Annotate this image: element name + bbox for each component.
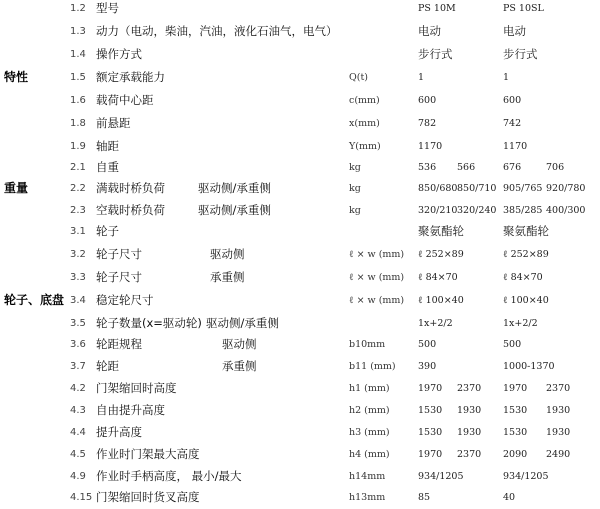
value-col-2: 566 bbox=[457, 162, 476, 173]
row-number: 1.9 bbox=[70, 141, 86, 152]
value-col-2: 1930 bbox=[457, 427, 482, 438]
spec-row bbox=[0, 421, 600, 444]
row-unit: h4 (mm) bbox=[349, 449, 390, 460]
value-col-3: 934/1205 bbox=[503, 471, 549, 482]
spec-row bbox=[0, 135, 600, 158]
row-number: 3.2 bbox=[70, 249, 86, 260]
value-col-1: ℓ 84×70 bbox=[418, 272, 458, 283]
value-col-3: 40 bbox=[503, 492, 516, 503]
value-col-3: 电动 bbox=[503, 24, 526, 38]
value-col-1: 1530 bbox=[418, 427, 443, 438]
row-name: 门架缩回时货叉高度 bbox=[96, 490, 200, 504]
row-name: 满载时桥负荷 bbox=[96, 181, 165, 195]
row-name: 提升高度 bbox=[96, 425, 142, 439]
row-unit: h1 (mm) bbox=[349, 383, 390, 394]
row-unit: kg bbox=[349, 205, 361, 216]
spec-row bbox=[0, 312, 600, 335]
row-side-label: 驱动侧 bbox=[210, 247, 245, 261]
spec-row bbox=[0, 377, 600, 400]
value-col-3: 步行式 bbox=[503, 47, 538, 61]
value-col-3: 600 bbox=[503, 95, 522, 106]
row-name: 空载时桥负荷 bbox=[96, 203, 165, 217]
value-col-1: 850/680 bbox=[418, 183, 458, 194]
row-number: 1.8 bbox=[70, 118, 86, 129]
row-unit: x(mm) bbox=[349, 118, 380, 129]
row-side-label: 承重侧 bbox=[210, 270, 245, 284]
spec-row bbox=[0, 43, 600, 66]
spec-row bbox=[0, 289, 600, 312]
row-number: 3.6 bbox=[70, 339, 86, 350]
spec-row bbox=[0, 0, 600, 20]
spec-row bbox=[0, 399, 600, 422]
value-col-3: 1x+2/2 bbox=[503, 318, 538, 329]
row-name: 稳定轮尺寸 bbox=[96, 293, 154, 307]
spec-row bbox=[0, 89, 600, 112]
value-col-1: ℓ 100×40 bbox=[418, 295, 464, 306]
row-unit: kg bbox=[349, 183, 361, 194]
value-col-1: 步行式 bbox=[418, 47, 453, 61]
value-col-1: 600 bbox=[418, 95, 437, 106]
value-col-1: 536 bbox=[418, 162, 437, 173]
row-number: 3.4 bbox=[70, 295, 86, 306]
row-number: 3.5 bbox=[70, 318, 86, 329]
row-number: 1.2 bbox=[70, 3, 86, 14]
row-number: 2.1 bbox=[70, 162, 86, 173]
value-col-4: 706 bbox=[546, 162, 565, 173]
value-col-3: 1530 bbox=[503, 405, 528, 416]
row-name: 前悬距 bbox=[96, 116, 131, 130]
value-col-3: ℓ 100×40 bbox=[503, 295, 549, 306]
row-number: 4.4 bbox=[70, 427, 86, 438]
value-col-3: 1170 bbox=[503, 141, 528, 152]
value-col-1: 1530 bbox=[418, 405, 443, 416]
value-col-4: 400/300 bbox=[546, 205, 586, 216]
row-unit: h3 (mm) bbox=[349, 427, 390, 438]
row-name: 动力（电动，柴油，汽油，液化石油气，电气） bbox=[96, 24, 338, 38]
spec-row bbox=[0, 266, 600, 289]
row-side-label: 承重侧 bbox=[222, 359, 257, 373]
value-col-4: 920/780 bbox=[546, 183, 586, 194]
row-side-label: 驱动侧/承重侧 bbox=[198, 203, 271, 217]
value-col-3: 1000-1370 bbox=[503, 361, 555, 372]
spec-row bbox=[0, 20, 600, 43]
row-number: 3.1 bbox=[70, 226, 86, 237]
row-number: 1.5 bbox=[70, 72, 86, 83]
value-col-1: 1x+2/2 bbox=[418, 318, 453, 329]
spec-row bbox=[0, 199, 600, 222]
row-name: 作业时门架最大高度 bbox=[96, 447, 200, 461]
spec-row bbox=[0, 66, 600, 89]
spec-row bbox=[0, 443, 600, 466]
row-name: 自重 bbox=[96, 160, 119, 174]
row-number: 2.3 bbox=[70, 205, 86, 216]
row-name: 轴距 bbox=[96, 139, 119, 153]
spec-row bbox=[0, 486, 600, 509]
row-name: 轮距规程 bbox=[96, 337, 142, 351]
value-col-3: 905/765 bbox=[503, 183, 543, 194]
row-name: 轮距 bbox=[96, 359, 119, 373]
value-col-3: 1 bbox=[503, 72, 510, 83]
value-col-3: ℓ 252×89 bbox=[503, 249, 549, 260]
row-name: 轮子 bbox=[96, 224, 119, 238]
category-label-wheels: 轮子、底盘 bbox=[4, 293, 65, 307]
row-side-label: 驱动侧/承重侧 bbox=[206, 316, 279, 330]
row-unit: h2 (mm) bbox=[349, 405, 390, 416]
row-unit: ℓ × w (mm) bbox=[349, 295, 405, 306]
value-col-1: 1 bbox=[418, 72, 425, 83]
value-col-1: 1970 bbox=[418, 449, 443, 460]
spec-row bbox=[0, 156, 600, 179]
spec-row bbox=[0, 177, 600, 200]
spec-row bbox=[0, 243, 600, 266]
row-number: 2.2 bbox=[70, 183, 86, 194]
value-col-3: PS 10SL bbox=[503, 3, 544, 14]
row-number: 4.2 bbox=[70, 383, 86, 394]
row-number: 4.3 bbox=[70, 405, 86, 416]
value-col-1: 1970 bbox=[418, 383, 443, 394]
value-col-3: 676 bbox=[503, 162, 522, 173]
spec-row bbox=[0, 465, 600, 488]
value-col-1: 782 bbox=[418, 118, 437, 129]
value-col-3: 聚氨酯轮 bbox=[503, 224, 549, 238]
row-number: 3.7 bbox=[70, 361, 86, 372]
value-col-2: 2370 bbox=[457, 383, 482, 394]
value-col-1: 电动 bbox=[418, 24, 441, 38]
spec-row bbox=[0, 220, 600, 243]
value-col-1: 320/210 bbox=[418, 205, 458, 216]
value-col-2: 1930 bbox=[457, 405, 482, 416]
value-col-3: 500 bbox=[503, 339, 522, 350]
value-col-1: 聚氨酯轮 bbox=[418, 224, 464, 238]
row-unit: c(mm) bbox=[349, 95, 380, 106]
row-unit: h13mm bbox=[349, 492, 386, 503]
row-number: 1.3 bbox=[70, 26, 86, 37]
value-col-1: 934/1205 bbox=[418, 471, 464, 482]
value-col-3: ℓ 84×70 bbox=[503, 272, 543, 283]
row-unit: ℓ × w (mm) bbox=[349, 249, 405, 260]
value-col-3: 385/285 bbox=[503, 205, 543, 216]
row-number: 1.6 bbox=[70, 95, 86, 106]
row-name: 型号 bbox=[96, 1, 119, 15]
row-unit: kg bbox=[349, 162, 361, 173]
row-side-label: 驱动侧 bbox=[222, 337, 257, 351]
value-col-1: 390 bbox=[418, 361, 437, 372]
row-name: 轮子数量(x=驱动轮) bbox=[96, 316, 202, 330]
row-name: 额定承载能力 bbox=[96, 70, 165, 84]
value-col-1: 1170 bbox=[418, 141, 443, 152]
value-col-1: ℓ 252×89 bbox=[418, 249, 464, 260]
row-number: 3.3 bbox=[70, 272, 86, 283]
row-name: 轮子尺寸 bbox=[96, 247, 142, 261]
spec-row bbox=[0, 333, 600, 356]
value-col-4: 1930 bbox=[546, 405, 571, 416]
row-unit: b10mm bbox=[349, 339, 386, 350]
value-col-2: 850/710 bbox=[457, 183, 497, 194]
row-number: 1.4 bbox=[70, 49, 86, 60]
row-name: 载荷中心距 bbox=[96, 93, 154, 107]
row-name: 轮子尺寸 bbox=[96, 270, 142, 284]
category-label-characteristics: 特性 bbox=[4, 70, 29, 84]
row-name: 作业时手柄高度， 最小/最大 bbox=[96, 469, 242, 483]
value-col-1: 500 bbox=[418, 339, 437, 350]
value-col-4: 2370 bbox=[546, 383, 571, 394]
value-col-3: 1530 bbox=[503, 427, 528, 438]
row-name: 门架缩回时高度 bbox=[96, 381, 177, 395]
row-unit: h14mm bbox=[349, 471, 386, 482]
value-col-2: 2370 bbox=[457, 449, 482, 460]
value-col-3: 2090 bbox=[503, 449, 528, 460]
row-unit: Q(t) bbox=[349, 72, 369, 83]
value-col-1: PS 10M bbox=[418, 3, 456, 14]
value-col-4: 1930 bbox=[546, 427, 571, 438]
row-unit: b11 (mm) bbox=[349, 361, 396, 372]
value-col-4: 2490 bbox=[546, 449, 571, 460]
spec-row bbox=[0, 355, 600, 378]
row-number: 4.5 bbox=[70, 449, 86, 460]
row-number: 4.15 bbox=[70, 492, 93, 503]
value-col-1: 85 bbox=[418, 492, 431, 503]
value-col-3: 1970 bbox=[503, 383, 528, 394]
spec-row bbox=[0, 112, 600, 135]
category-label-weight: 重量 bbox=[4, 181, 29, 195]
row-unit: Y(mm) bbox=[349, 141, 381, 152]
row-name: 操作方式 bbox=[96, 47, 142, 61]
value-col-3: 742 bbox=[503, 118, 522, 129]
row-name: 自由提升高度 bbox=[96, 403, 165, 417]
row-number: 4.9 bbox=[70, 471, 86, 482]
row-unit: ℓ × w (mm) bbox=[349, 272, 405, 283]
value-col-2: 320/240 bbox=[457, 205, 497, 216]
row-side-label: 驱动侧/承重侧 bbox=[198, 181, 271, 195]
